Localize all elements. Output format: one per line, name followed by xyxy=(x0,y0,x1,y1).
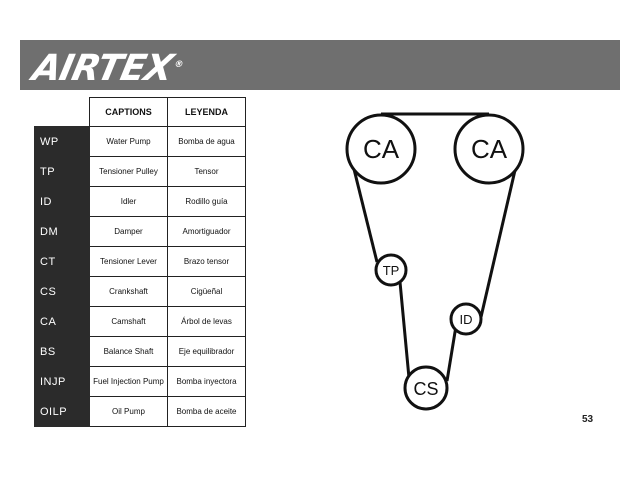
row-code: BS xyxy=(35,337,90,367)
captions-column-header: CAPTIONS xyxy=(90,98,168,127)
row-caption: Crankshaft xyxy=(90,277,168,307)
row-code: CA xyxy=(35,307,90,337)
row-code: OILP xyxy=(35,397,90,427)
row-leyenda: Cigüeñal xyxy=(168,277,246,307)
row-code: INJP xyxy=(35,367,90,397)
row-code: WP xyxy=(35,127,90,157)
row-code: ID xyxy=(35,187,90,217)
logo-text: AIRTEX xyxy=(28,48,176,89)
row-leyenda: Bomba de agua xyxy=(168,127,246,157)
row-caption: Fuel Injection Pump xyxy=(90,367,168,397)
row-code: TP xyxy=(35,157,90,187)
pulley-camshaft-left xyxy=(347,115,415,183)
row-caption: Balance Shaft xyxy=(90,337,168,367)
row-caption: Water Pump xyxy=(90,127,168,157)
pulley-label: TP xyxy=(382,263,400,278)
pulley-camshaft-right xyxy=(455,115,523,183)
pulley-tensioner xyxy=(376,255,406,285)
pulley-label: CS xyxy=(413,379,439,399)
leyenda-column-header: LEYENDA xyxy=(168,98,246,127)
page-number: 53 xyxy=(582,414,594,425)
pulley-label: ID xyxy=(459,312,473,327)
row-leyenda: Rodillo guía xyxy=(168,187,246,217)
row-leyenda: Amortiguador xyxy=(168,217,246,247)
row-caption: Idler xyxy=(90,187,168,217)
pulley-crankshaft xyxy=(405,367,447,409)
row-code: CT xyxy=(35,247,90,277)
row-caption: Camshaft xyxy=(90,307,168,337)
row-caption: Tensioner Lever xyxy=(90,247,168,277)
row-caption: Damper xyxy=(90,217,168,247)
row-leyenda: Bomba de aceite xyxy=(168,397,246,427)
pulley-label: CA xyxy=(362,134,400,164)
row-leyenda: Brazo tensor xyxy=(168,247,246,277)
registered-mark: ® xyxy=(173,60,184,70)
row-leyenda: Árbol de levas xyxy=(168,307,246,337)
row-caption: Tensioner Pulley xyxy=(90,157,168,187)
pulley-idler xyxy=(451,304,481,334)
pulley-label: CA xyxy=(470,134,508,164)
row-leyenda: Eje equilibrador xyxy=(168,337,246,367)
row-leyenda: Bomba inyectora xyxy=(168,367,246,397)
row-caption: Oil Pump xyxy=(90,397,168,427)
belt-segment-right-lower xyxy=(447,326,456,381)
row-code: CS xyxy=(35,277,90,307)
belt-segment-left-lower xyxy=(400,282,409,378)
row-code: DM xyxy=(35,217,90,247)
row-leyenda: Tensor xyxy=(168,157,246,187)
